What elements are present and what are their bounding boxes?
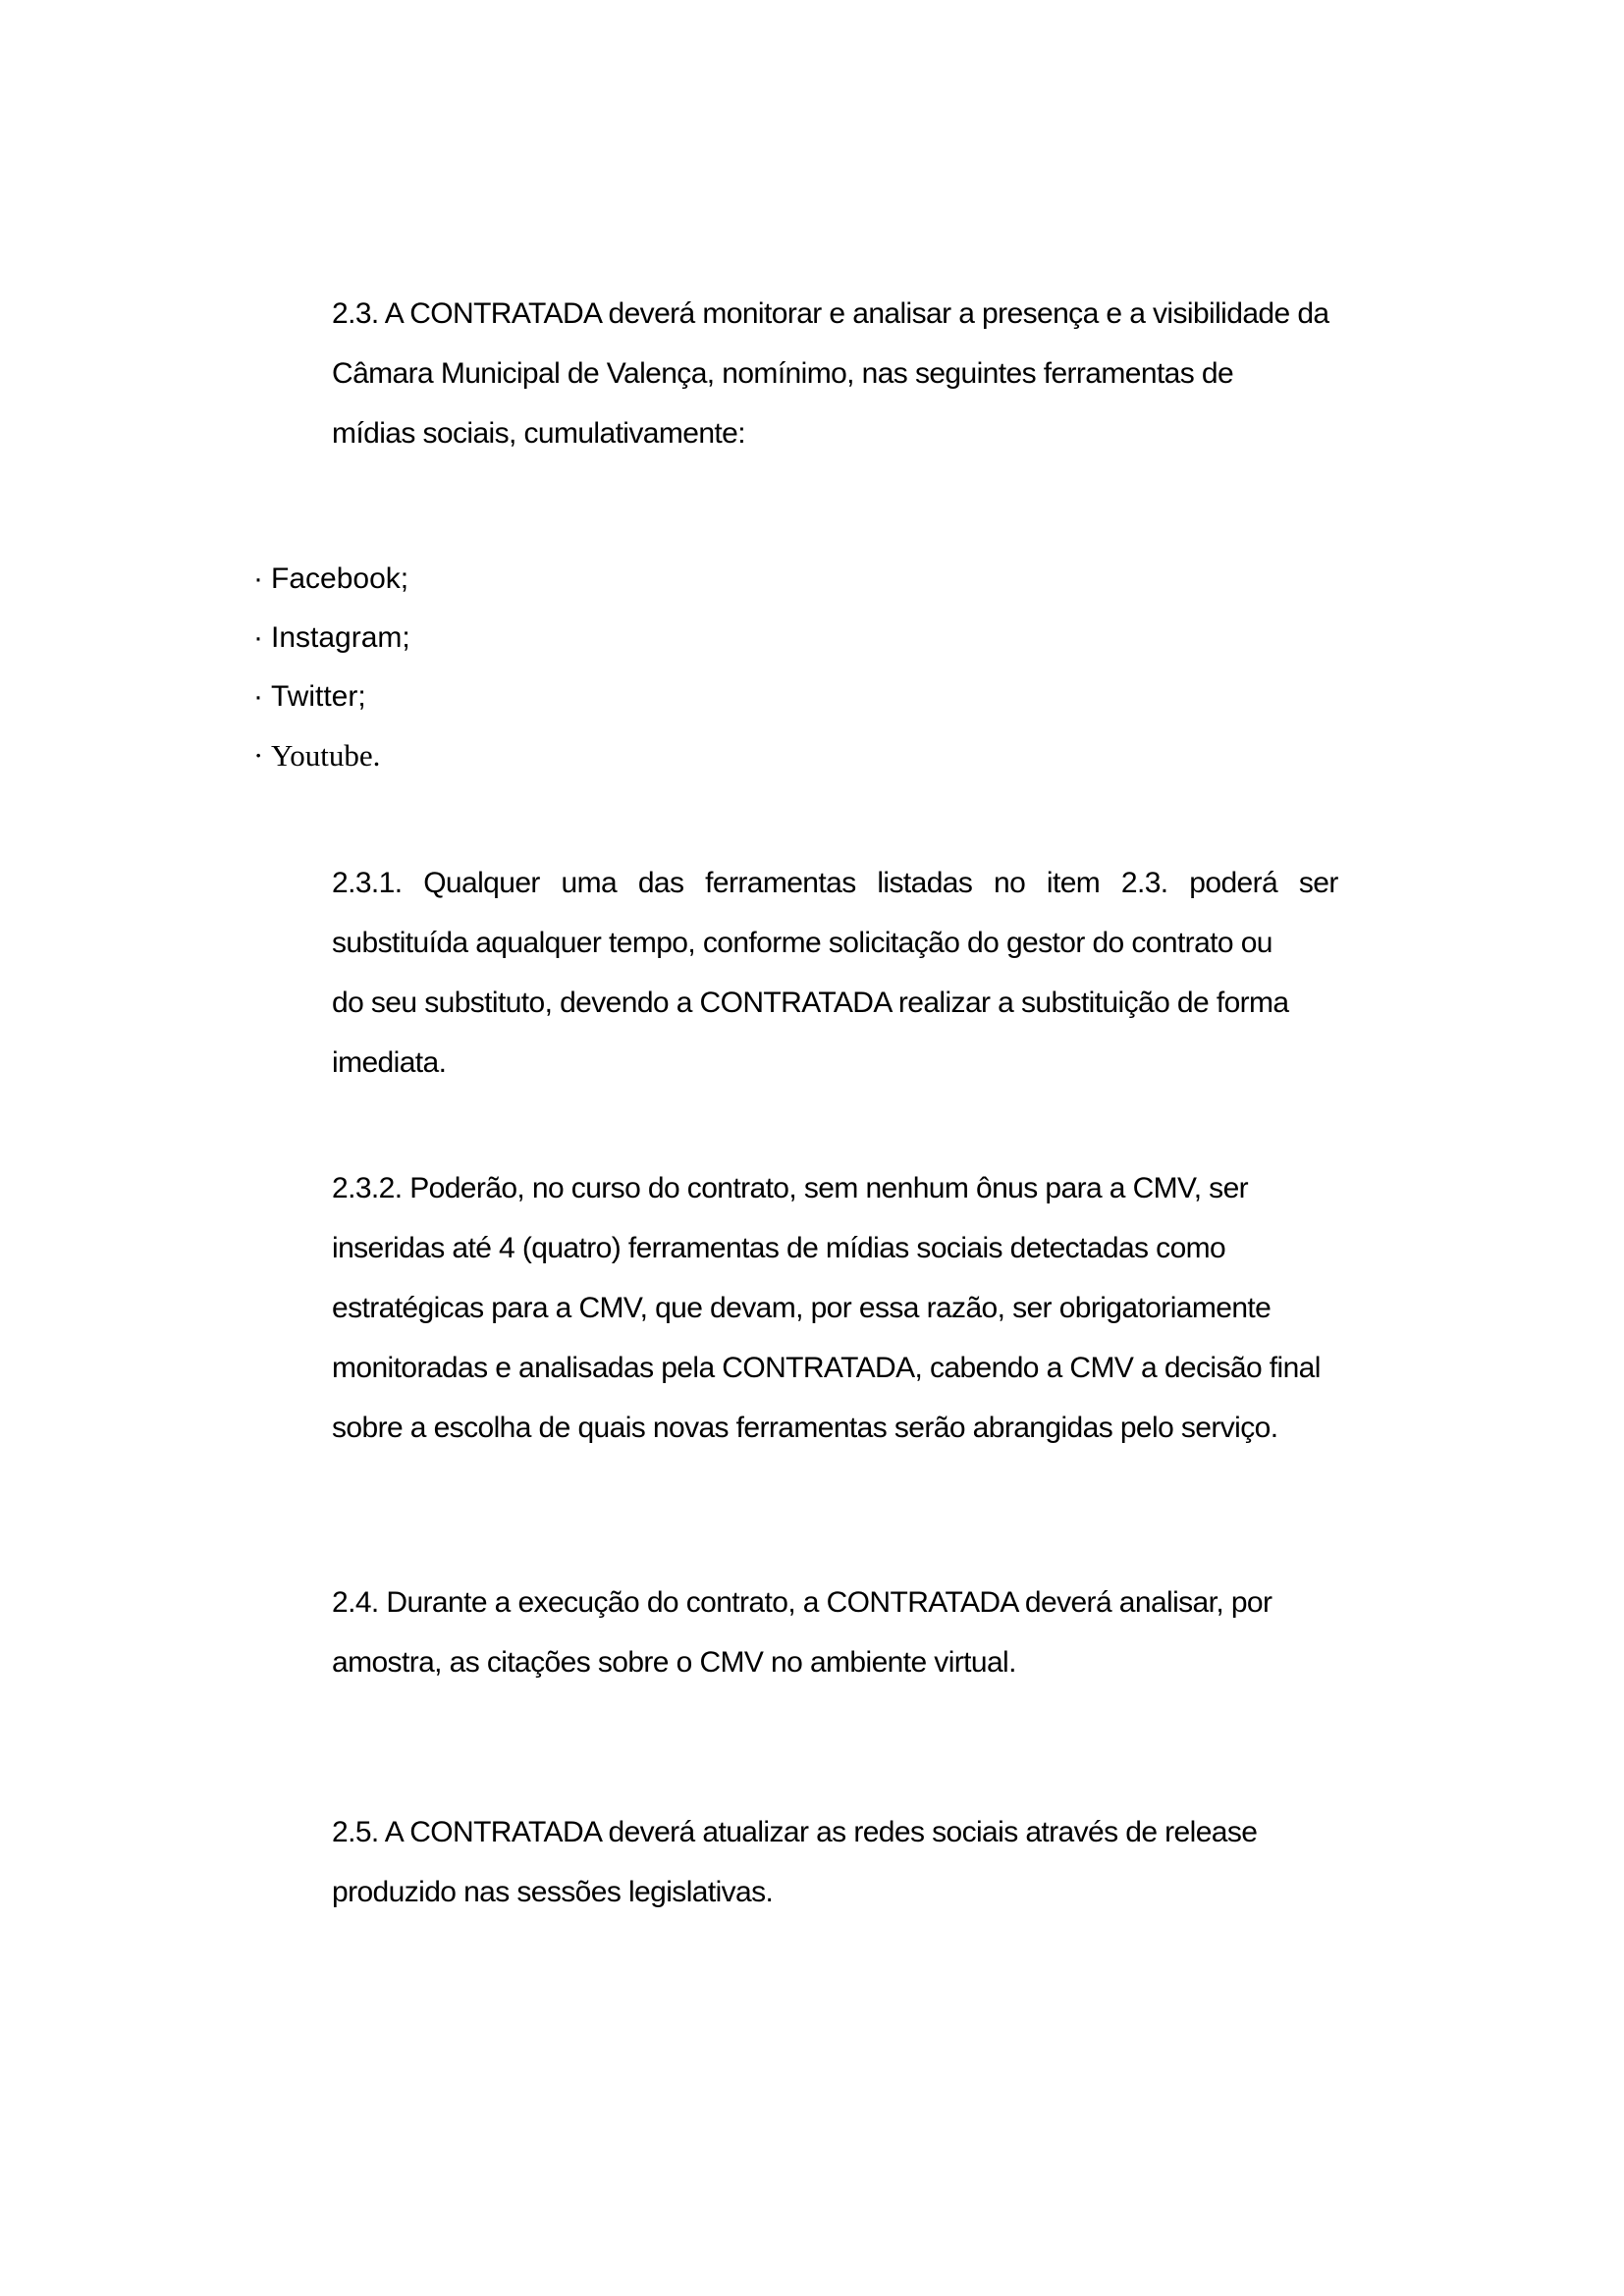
section-2-3: [332, 284, 1373, 463]
list-item-youtube: [253, 726, 410, 785]
text-line: do seu substituto, devendo a CONTRATADA realizar a substituição de forma: [332, 987, 1289, 1019]
text-line: monitoradas e analisadas pela CONTRATADA, cabendo a CMV a decisão final: [332, 1352, 1321, 1384]
social-media-list: [253, 550, 410, 785]
text-line: imediata.: [332, 1046, 447, 1079]
text-line: inseridas até 4 (quatro) ferramentas de mídias sociais detectadas como: [332, 1232, 1226, 1264]
text-line: amostra, as citações sobre o CMV no ambiente virtual.: [332, 1646, 1016, 1679]
text-line: Câmara Municipal de Valença, nomínimo, nas seguintes ferramentas de: [332, 357, 1234, 390]
list-item-label: Instagram;: [271, 621, 410, 654]
list-item-label: Youtube.: [271, 738, 381, 773]
list-item-facebook: [253, 550, 410, 609]
section-2-3-1: [332, 853, 1373, 1093]
bullet-icon: ·: [253, 621, 263, 654]
list-item-twitter: [253, 667, 410, 726]
text-line: estratégicas para a CMV, que devam, por essa razão, ser obrigatoriamente: [332, 1292, 1272, 1324]
bullet-icon: ·: [253, 680, 263, 713]
list-item-label: Facebook;: [271, 562, 409, 595]
section-2-4: [332, 1573, 1373, 1692]
bullet-icon: ·: [253, 562, 263, 595]
text-line: 2.3.2. Poderão, no curso do contrato, sem nenhum ônus para a CMV, ser: [332, 1172, 1249, 1204]
section-2-3-2: [332, 1158, 1373, 1458]
text-line: 2.3. A CONTRATADA deverá monitorar e analisar a presença e a visibilidade da: [332, 297, 1329, 330]
text-line: produzido nas sessões legislativas.: [332, 1876, 774, 1908]
list-item-instagram: [253, 609, 410, 667]
text-line: mídias sociais, cumulativamente:: [332, 417, 745, 450]
bullet-icon: ·: [253, 738, 264, 773]
text-line: substituída aqualquer tempo, conforme solicitação do gestor do contrato ou: [332, 927, 1272, 959]
text-line: 2.3.1. Qualquer uma das ferramentas listadas no item 2.3. poderá ser: [332, 867, 1338, 899]
text-line: 2.5. A CONTRATADA deverá atualizar as redes sociais através de release: [332, 1816, 1258, 1848]
section-2-5: [332, 1802, 1373, 1922]
text-line: 2.4. Durante a execução do contrato, a CONTRATADA deverá analisar, por: [332, 1586, 1272, 1619]
list-item-label: Twitter;: [271, 680, 366, 713]
text-line: sobre a escolha de quais novas ferramentas serão abrangidas pelo serviço.: [332, 1412, 1278, 1444]
